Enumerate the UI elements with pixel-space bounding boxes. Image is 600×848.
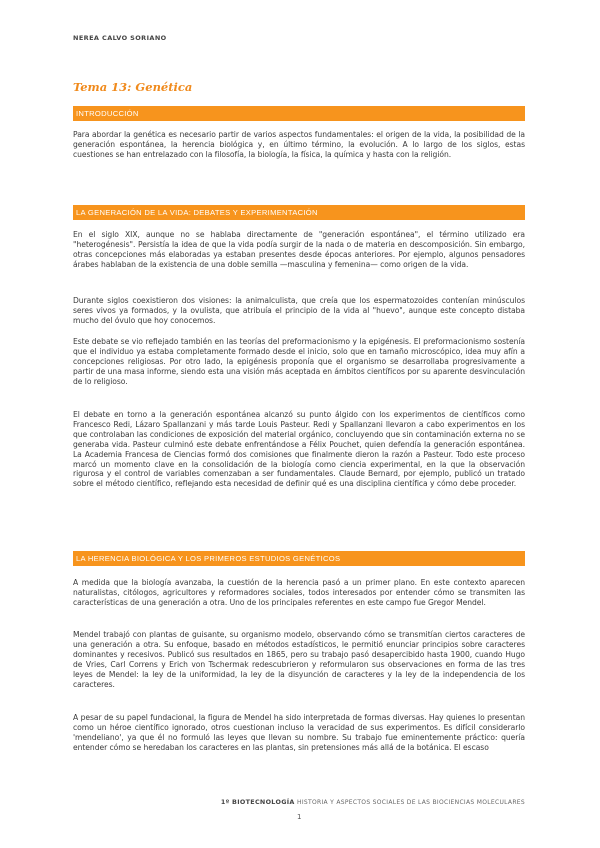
- footer-subject: HISTORIA Y ASPECTOS SOCIALES DE LAS BIOCIENCIAS MOLECULARES: [297, 799, 525, 806]
- page-footer: [221, 798, 525, 806]
- paragraph: El debate en torno a la generación espontánea alcanzó su punto álgido con los experimentos de científicos como Francesco Redi, Lázaro Spallanzani y más tarde Louis Pasteur. Redi y Spallanzani llevaron a cabo experimentos en los que controlaban las condiciones de exposición del material orgánico, concluyendo que sin contaminación externa no se generaba vida. Pasteur culminó este debate enfrentándose a Félix Pouchet, quien defendía la generación espontánea. La Academia Francesa de Ciencias formó dos comisiones que finalmente dieron la razón a Pasteur. Todo este proceso marcó un momento clave en la consolidación de la biología como ciencia experimental, en la que la observación rigurosa y el control de variables comenzaban a ser fundamentales. Claude Bernard, por ejemplo, publicó un tratado sobre el método científico, reflejando esta necesidad de definir qué es una disciplina científica y cómo debe proceder.: [73, 410, 525, 489]
- paragraph: Este debate se vio reflejado también en las teorías del preformacionismo y la epigénesis. El preformacionismo sostenía que el individuo ya estaba completamente formado desde el inicio, solo que en tamaño microscópico, idea muy afín a concepciones religiosas. Por otro lado, la epigénesis proponía que el organismo se desarrollaba progresivamente a partir de una masa informe, siendo esta una visión más aceptada en ámbitos científicos por su aparente desvinculación de lo religioso.: [73, 337, 525, 386]
- paragraph: Durante siglos coexistieron dos visiones: la animalculista, que creía que los espermatozoides contenían minúsculos seres vivos ya formados, y la ovulista, que atribuía el principio de la vida al "huevo", aunque este concepto distaba mucho del óvulo que hoy conocemos.: [73, 296, 525, 325]
- paragraph: Mendel trabajó con plantas de guisante, su organismo modelo, observando cómo se transmitían ciertos caracteres de una generación a otra. Su enfoque, basado en métodos estadísticos, le permitió enunciar principios sobre caracteres dominantes y recesivos. Publicó sus resultados en 1865, pero su trabajo pasó desapercibido hasta 1900, cuando Hugo de Vries, Carl Correns y Erich von Tschermak redescubrieron y reformularon sus observaciones en forma de las tres leyes de Mendel: la ley de la uniformidad, la ley de la disyunción de caracteres y la ley de la independencia de los caracteres.: [73, 630, 525, 689]
- paragraph: A pesar de su papel fundacional, la figura de Mendel ha sido interpretada de formas diversas. Hay quienes lo presentan como un héroe científico ignorado, otros cuestionan incluso la veracidad de sus experimentos. Es difícil considerarlo 'mendeliano', ya que él no formuló las leyes que llevan su nombre. Su trabajo fue eminentemente práctico: quería entender cómo se heredaban los caracteres en las plantas, sin pretensiones más allá de la botánica. El escaso: [73, 713, 525, 752]
- paragraph: En el siglo XIX, aunque no se hablaba directamente de "generación espontánea", el término utilizado era "heterogénesis". Persistía la idea de que la vida podía surgir de la nada o de materia en descomposición. Sin embargo, otras concepciones más elaboradas ya estaban presentes desde épocas anteriores. Por ejemplo, algunos pensadores árabes hablaban de la existencia de una doble semilla —masculina y femenina— como origen de la vida.: [73, 230, 525, 269]
- page-number: 1: [297, 813, 302, 821]
- section-heading-generacion-vida: LA GENERACIÓN DE LA VIDA: DEBATES Y EXPERIMENTACIÓN: [73, 205, 525, 220]
- footer-course: 1º BIOTECNOLOGÍA: [220, 798, 295, 806]
- paragraph: A medida que la biología avanzaba, la cuestión de la herencia pasó a un primer plano. En este contexto aparecen naturalistas, citólogos, agricultores y reformadores sociales, todos interesados por entender cómo se transmiten las características de una generación a otra. Uno de los principales referentes en este campo fue Gregor Mendel.: [73, 578, 525, 607]
- author-name: NEREA CALVO SORIANO: [73, 34, 167, 42]
- section-heading-introduccion: INTRODUCCIÓN: [73, 106, 525, 121]
- page-title: Tema 13: Genética: [73, 80, 193, 94]
- paragraph: Para abordar la genética es necesario partir de varios aspectos fundamentales: el origen de la vida, la posibilidad de la generación espontánea, la herencia biológica y, en último término, la evolución. A lo largo de los siglos, estas cuestiones se han entrelazado con la filosofía, la biología, la física, la química y hasta con la religión.: [73, 130, 525, 159]
- section-heading-herencia-biologica: LA HERENCIA BIOLÓGICA Y LOS PRIMEROS ESTUDIOS GENÉTICOS: [73, 551, 525, 566]
